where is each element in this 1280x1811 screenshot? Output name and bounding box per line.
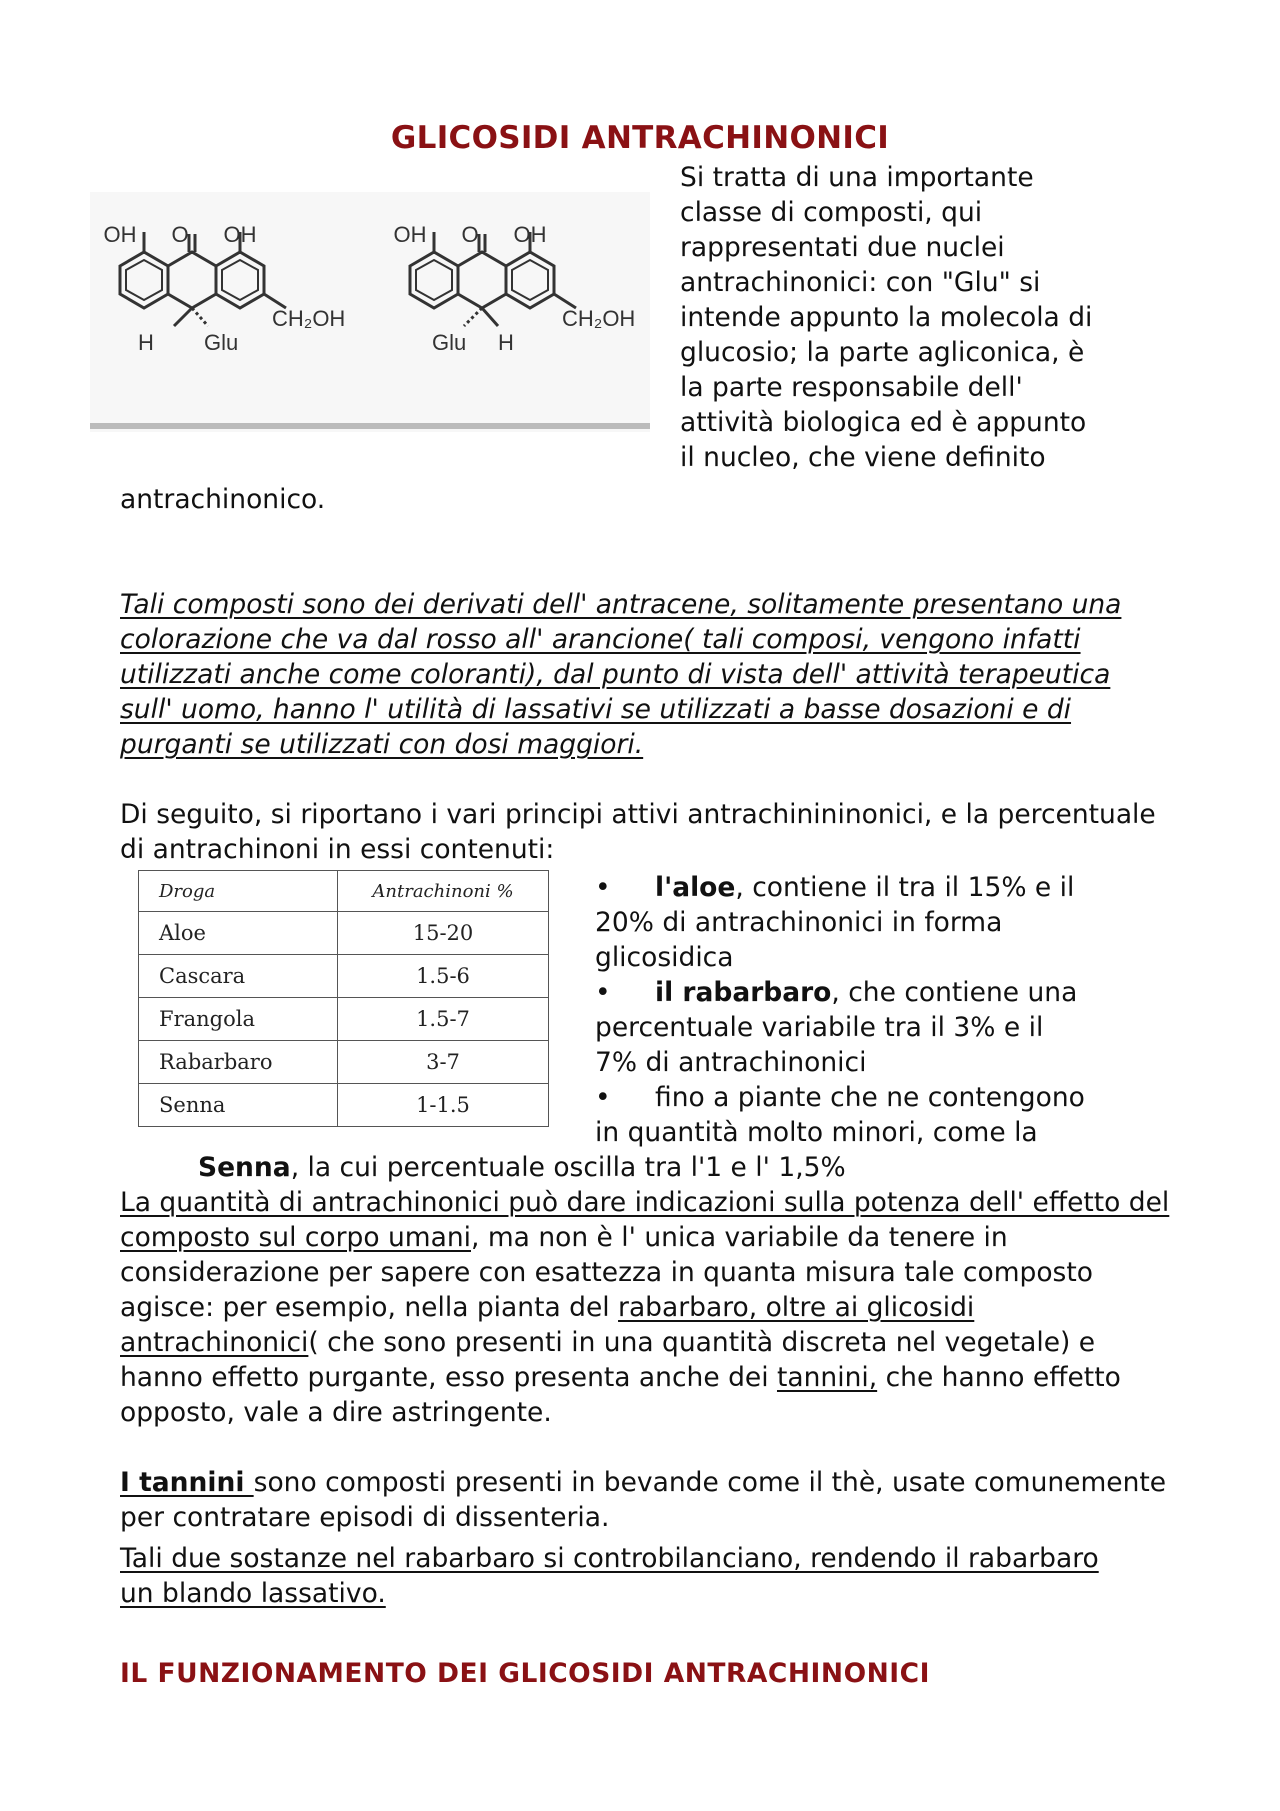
list-item-line: in quantità molto minori, come la [595, 1117, 1038, 1148]
closing-paragraph: Tali due sostanze nel rabarbaro si controbilanciano, rendendo il rabarbaro un blando lassativo. [120, 1543, 1099, 1609]
table-cell: Aloe [139, 912, 338, 955]
intro-line: Si tratta di una importante [680, 162, 1034, 193]
table-header: Antrachinoni % [338, 871, 549, 912]
intro-line: glucosio; la parte agliconica, è [680, 337, 1085, 368]
table-header: Droga [139, 871, 338, 912]
left-o-label: O [171, 222, 189, 247]
table-cell: 1-1.5 [338, 1084, 549, 1127]
table-row [139, 1084, 549, 1127]
table-cell: Senna [139, 1084, 338, 1127]
intro-text [680, 160, 1180, 475]
table-row [139, 955, 549, 998]
list-item-line: 20% di antrachinonici in forma [595, 907, 1003, 938]
list-item-line: 7% di antrachinonici [595, 1047, 867, 1078]
table-cell: Cascara [139, 955, 338, 998]
right-h-label: H [498, 330, 514, 355]
drug-table [138, 870, 549, 1127]
intro-line: intende appunto la molecola di [680, 302, 1093, 333]
intro-line: la parte responsabile dell' [680, 372, 1023, 403]
table-cell: Frangola [139, 998, 338, 1041]
table-header-row [139, 871, 549, 912]
list-item: • l'aloe, contiene il tra il 15% e il [595, 872, 1075, 903]
left-oh1-label: OH [103, 222, 137, 247]
right-oh1-label: OH [393, 222, 427, 247]
section-heading: IL FUNZIONAMENTO DEI GLICOSIDI ANTRACHINONICI [120, 1658, 930, 1689]
table-row [139, 1041, 549, 1084]
right-glu-label: Glu [432, 330, 467, 355]
page-title: GLICOSIDI ANTRACHINONICI [390, 120, 890, 156]
list-item: • fino a piante che ne contengono [595, 1082, 1085, 1113]
table-cell: 1.5-7 [338, 998, 549, 1041]
table-row [139, 912, 549, 955]
intro-line: classe di composti, qui [680, 197, 983, 228]
tannini-paragraph: I tannini sono composti presenti in bevande come il thè, usate comunemente per contratare episodi di dissenteria. [120, 1467, 1167, 1533]
bullet-list [595, 870, 1185, 1150]
table-cell: Rabarbaro [139, 1041, 338, 1084]
list-item-line: percentuale variabile tra il 3% e il [595, 1012, 1044, 1043]
left-glu-label: Glu [204, 330, 239, 355]
table-cell: 1.5-6 [338, 955, 549, 998]
intro-line: rappresentati due nuclei [680, 232, 1005, 263]
table-row [139, 998, 549, 1041]
left-h-label: H [138, 330, 154, 355]
intro-line: antrachinonici: con "Glu" si [680, 267, 1041, 298]
table-cell: 3-7 [338, 1041, 549, 1084]
right-ch2oh-label: CH₂OH [562, 306, 636, 331]
potency-paragraph: La quantità di antrachinonici può dare indicazioni sulla potenza dell' effetto del composto sul corpo umani, ma non è l' unica variabile da tenere in considerazione per sapere con esattezza in quanta misura tale composto agisce: per esempio, nella pianta del rabarbaro, oltre ai glicosidi antrachinonici( che sono presenti in una quantità discreta nel vegetale) e hanno effetto purgante, esso presenta anche dei tannini, che hanno effetto opposto, vale a dire astringente. [120, 1187, 1170, 1428]
list-item: • il rabarbaro, che contiene una [595, 977, 1078, 1008]
table-cell: 15-20 [338, 912, 549, 955]
intro-line: il nucleo, che viene definito [680, 442, 1046, 473]
senna-line: Senna, la cui percentuale oscilla tra l'1 e l' 1,5% [198, 1152, 846, 1183]
list-item-line: glicosidica [595, 942, 734, 973]
left-ch2oh-label: CH₂OH [272, 306, 346, 331]
antracene-paragraph: Tali composti sono dei derivati dell' antracene, solitamente presentano una colorazione che va dal rosso all' arancione( tali composi, vengono infatti utilizzati anche come coloranti), dal punto di vista dell' attività terapeutica sull' uomo, hanno l' utilità di lassativi se utilizzati a basse dosazioni e di purganti se utilizzati con dosi maggiori. [120, 589, 1122, 760]
intro-tail: antrachinonico. [120, 484, 326, 515]
right-o-label: O [461, 222, 479, 247]
left-oh2-label: OH [223, 222, 257, 247]
list-intro: Di seguito, si riportano i vari principi attivi antrachinininonici, e la percentuale di antrachinoni in essi contenuti: [120, 799, 1156, 865]
right-oh2-label: OH [513, 222, 547, 247]
anthraquinone-structure-figure [90, 192, 650, 432]
intro-line: attività biologica ed è appunto [680, 407, 1087, 438]
